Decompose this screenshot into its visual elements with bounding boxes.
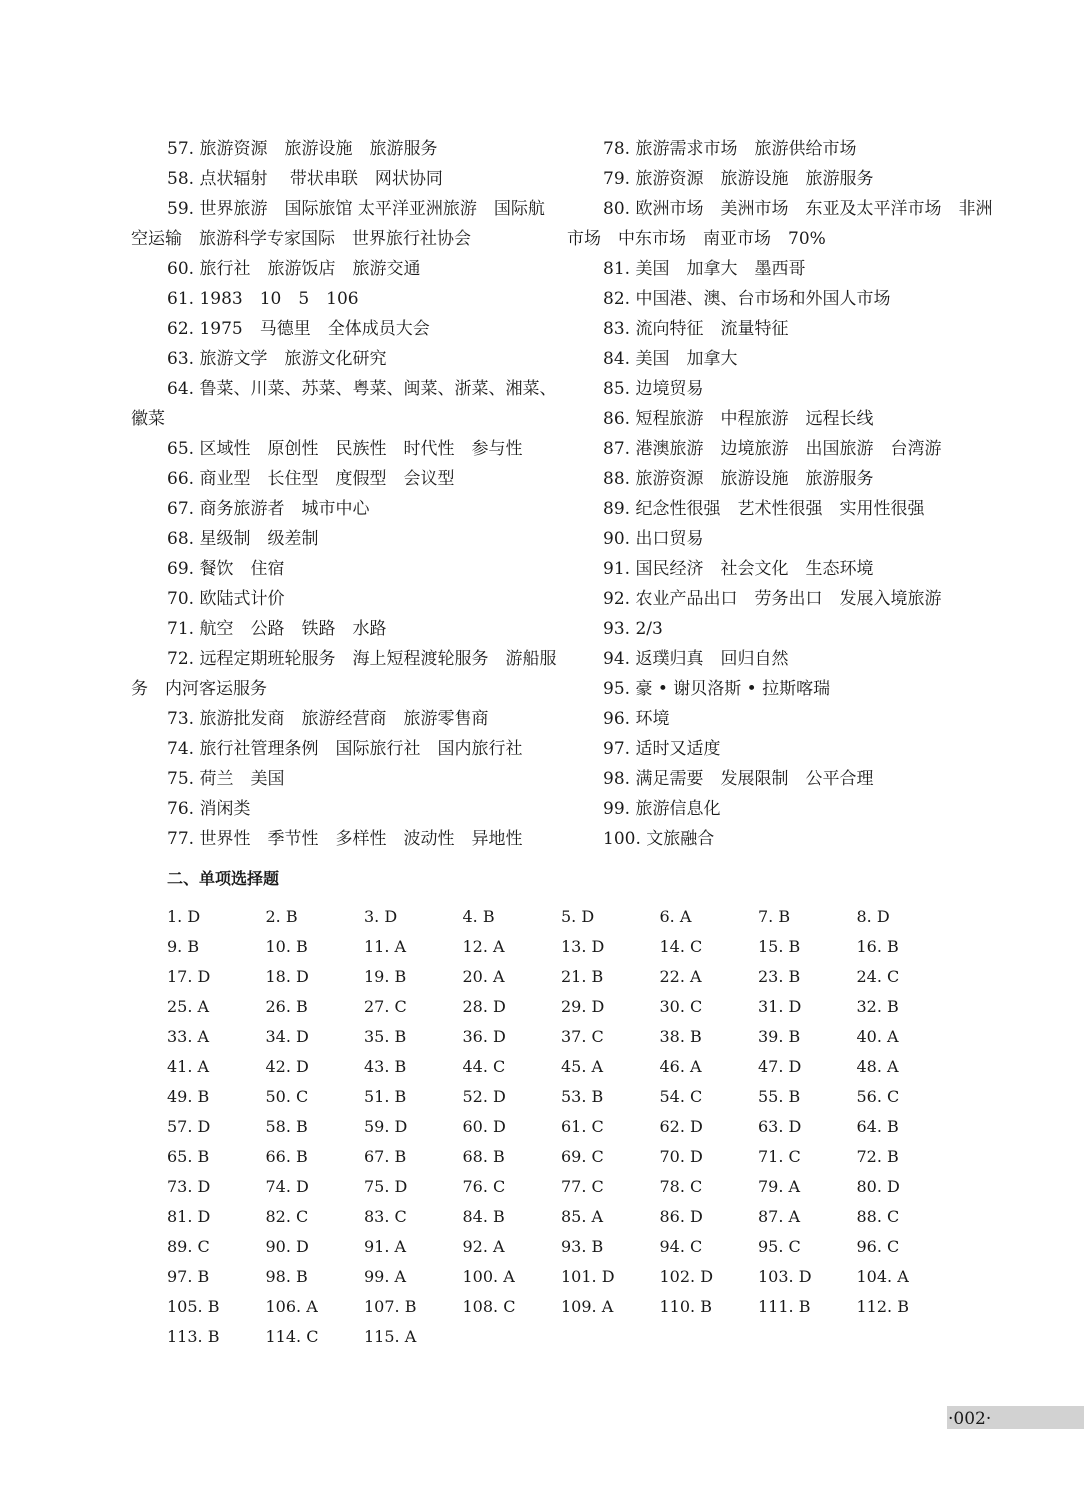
- choice-answer: 2. B: [265, 907, 298, 926]
- choice-answer: 76. C: [462, 1177, 506, 1196]
- choice-answer: 4. B: [462, 907, 495, 926]
- choice-answer: 61. C: [561, 1117, 604, 1136]
- choice-answer: 49. B: [167, 1087, 210, 1106]
- choice-answer: 64. B: [856, 1117, 899, 1136]
- answer-item: 69. 餐饮 住宿: [167, 559, 285, 579]
- answer-item: 86. 短程旅游 中程旅游 远程长线: [603, 409, 874, 429]
- answer-item: 72. 远程定期班轮服务 海上短程渡轮服务 游船服务 内河客运服务: [131, 649, 557, 699]
- answer-item: 98. 满足需要 发展限制 公平合理: [603, 769, 874, 789]
- choice-answer: 108. C: [462, 1297, 516, 1316]
- choice-answer: 38. B: [659, 1027, 702, 1046]
- choice-answer: 106. A: [265, 1297, 318, 1316]
- choice-answer: 57. D: [167, 1117, 211, 1136]
- choice-answer: 40. A: [856, 1027, 899, 1046]
- choice-answer: 15. B: [758, 937, 801, 956]
- choice-answer: 100. A: [462, 1267, 515, 1286]
- choice-answer: 47. D: [758, 1057, 802, 1076]
- choice-answer: 29. D: [561, 997, 605, 1016]
- choice-answer: 12. A: [462, 937, 505, 956]
- section-title: 二、单项选择题: [167, 869, 280, 888]
- choice-answer: 45. A: [561, 1057, 604, 1076]
- choice-answer: 75. D: [364, 1177, 408, 1196]
- answer-item: 96. 环境: [603, 709, 670, 729]
- choice-answer: 23. B: [758, 967, 801, 986]
- answer-item: 82. 中国港、澳、台市场和外国人市场: [603, 289, 891, 309]
- choice-answer: 101. D: [561, 1267, 615, 1286]
- choice-answer: 80. D: [856, 1177, 900, 1196]
- answer-item: 59. 世界旅游 国际旅馆 太平洋亚洲旅游 国际航空运输 旅游科学专家国际 世界旅行社协会: [131, 199, 545, 249]
- choice-answer: 84. B: [462, 1207, 505, 1226]
- choice-answer: 37. C: [561, 1027, 604, 1046]
- choice-answer: 5. D: [561, 907, 595, 926]
- choice-answer: 96. C: [856, 1237, 900, 1256]
- answer-item: 83. 流向特征 流量特征: [603, 319, 789, 339]
- choice-answer: 111. B: [758, 1297, 811, 1316]
- answer-item: 87. 港澳旅游 边境旅游 出国旅游 台湾游: [603, 439, 942, 459]
- choice-answer: 66. B: [265, 1147, 308, 1166]
- choice-answer: 36. D: [462, 1027, 506, 1046]
- answer-item: 94. 返璞归真 回归自然: [603, 649, 789, 669]
- choice-answer: 52. D: [462, 1087, 506, 1106]
- choice-answer: 53. B: [561, 1087, 604, 1106]
- choice-answer: 69. C: [561, 1147, 604, 1166]
- answer-item: 95. 豪 • 谢贝洛斯 • 拉斯喀瑞: [603, 679, 831, 699]
- choice-answer: 71. C: [758, 1147, 801, 1166]
- choice-answer: 17. D: [167, 967, 211, 986]
- choice-answer: 10. B: [265, 937, 308, 956]
- choice-answer: 67. B: [364, 1147, 407, 1166]
- left-answer-column: [131, 134, 561, 854]
- choice-answer: 74. D: [265, 1177, 309, 1196]
- answer-item: 85. 边境贸易: [603, 379, 704, 399]
- choice-answer: 34. D: [265, 1027, 309, 1046]
- choice-answer: 14. C: [659, 937, 703, 956]
- choice-answer: 33. A: [167, 1027, 210, 1046]
- choice-answer: 63. D: [758, 1117, 802, 1136]
- choice-answer: 24. C: [856, 967, 900, 986]
- choice-answer: 44. C: [462, 1057, 506, 1076]
- choice-answer: 94. C: [659, 1237, 703, 1256]
- answer-item: 76. 消闲类: [167, 799, 251, 819]
- choice-answer: 16. B: [856, 937, 899, 956]
- choice-answer: 73. D: [167, 1177, 211, 1196]
- answer-item: 61. 1983 10 5 106: [167, 289, 359, 309]
- choice-answer: 56. C: [856, 1087, 900, 1106]
- answer-item: 93. 2/3: [603, 619, 663, 639]
- answer-item: 60. 旅行社 旅游饭店 旅游交通: [167, 259, 421, 279]
- choice-answer: 90. D: [265, 1237, 309, 1256]
- answer-item: 88. 旅游资源 旅游设施 旅游服务: [603, 469, 874, 489]
- choice-answer: 1. D: [167, 907, 201, 926]
- choice-answer: 31. D: [758, 997, 802, 1016]
- choice-answer: 55. B: [758, 1087, 801, 1106]
- answer-item: 91. 国民经济 社会文化 生态环境: [603, 559, 874, 579]
- choice-answer: 11. A: [364, 937, 407, 956]
- choice-answer: 78. C: [659, 1177, 703, 1196]
- choice-answer: 95. C: [758, 1237, 801, 1256]
- choice-answer: 22. A: [659, 967, 702, 986]
- answer-item: 74. 旅行社管理条例 国际旅行社 国内旅行社: [167, 739, 523, 759]
- choice-answer: 30. C: [659, 997, 703, 1016]
- choice-answer: 102. D: [659, 1267, 714, 1286]
- choice-answer: 35. B: [364, 1027, 407, 1046]
- answer-item: 79. 旅游资源 旅游设施 旅游服务: [603, 169, 874, 189]
- answer-item: 66. 商业型 长住型 度假型 会议型: [167, 469, 455, 489]
- choice-answer: 105. B: [167, 1297, 220, 1316]
- choice-answer: 8. D: [856, 907, 890, 926]
- answer-item: 71. 航空 公路 铁路 水路: [167, 619, 387, 639]
- choice-answer: 112. B: [856, 1297, 909, 1316]
- answer-item: 68. 星级制 级差制: [167, 529, 319, 549]
- choice-answer: 70. D: [659, 1147, 703, 1166]
- choice-answer: 87. A: [758, 1207, 801, 1226]
- choice-answer: 79. A: [758, 1177, 801, 1196]
- choice-answer: 104. A: [856, 1267, 909, 1286]
- choice-answer: 26. B: [265, 997, 308, 1016]
- choice-answer: 43. B: [364, 1057, 407, 1076]
- choice-answer: 72. B: [856, 1147, 899, 1166]
- answer-item: 80. 欧洲市场 美洲市场 东亚及太平洋市场 非洲市场 中东市场 南亚市场 70%: [567, 199, 993, 249]
- choice-answer: 114. C: [265, 1327, 319, 1346]
- answer-item: 97. 适时又适度: [603, 739, 721, 759]
- choice-answer: 28. D: [462, 997, 506, 1016]
- choice-answer: 109. A: [561, 1297, 614, 1316]
- choice-answer: 51. B: [364, 1087, 407, 1106]
- choice-answer: 3. D: [364, 907, 398, 926]
- choice-answer: 107. B: [364, 1297, 417, 1316]
- choice-answer: 89. C: [167, 1237, 210, 1256]
- answer-item: 78. 旅游需求市场 旅游供给市场: [603, 139, 857, 159]
- answer-item: 57. 旅游资源 旅游设施 旅游服务: [167, 139, 438, 159]
- answer-item: 65. 区域性 原创性 民族性 时代性 参与性: [167, 439, 523, 459]
- choice-answer: 42. D: [265, 1057, 309, 1076]
- choice-answer: 97. B: [167, 1267, 210, 1286]
- answer-item: 92. 农业产品出口 劳务出口 发展入境旅游: [603, 589, 942, 609]
- choice-answer: 77. C: [561, 1177, 604, 1196]
- choice-answer: 19. B: [364, 967, 407, 986]
- answer-item: 99. 旅游信息化: [603, 799, 721, 819]
- choice-answer: 110. B: [659, 1297, 712, 1316]
- choice-answer: 13. D: [561, 937, 605, 956]
- choice-answer: 91. A: [364, 1237, 407, 1256]
- answer-item: 70. 欧陆式计价: [167, 589, 285, 609]
- choice-answer: 88. C: [856, 1207, 900, 1226]
- choice-answer: 60. D: [462, 1117, 506, 1136]
- page-number: ·002·: [948, 1409, 992, 1429]
- choice-answer: 115. A: [364, 1327, 417, 1346]
- choice-answer: 20. A: [462, 967, 505, 986]
- choice-answer: 50. C: [265, 1087, 309, 1106]
- answer-item: 75. 荷兰 美国: [167, 769, 285, 789]
- choice-answer: 7. B: [758, 907, 791, 926]
- choice-answer: 93. B: [561, 1237, 604, 1256]
- choice-answer: 18. D: [265, 967, 309, 986]
- answer-item: 81. 美国 加拿大 墨西哥: [603, 259, 806, 279]
- choice-answer: 6. A: [659, 907, 692, 926]
- choice-answer: 46. A: [659, 1057, 702, 1076]
- answer-item: 64. 鲁菜、川菜、苏菜、粤菜、闽菜、浙菜、湘菜、徽菜: [131, 379, 557, 429]
- answer-item: 100. 文旅融合: [603, 829, 715, 849]
- answer-item: 67. 商务旅游者 城市中心: [167, 499, 370, 519]
- answer-item: 90. 出口贸易: [603, 529, 704, 549]
- choice-answer: 9. B: [167, 937, 200, 956]
- answer-item: 62. 1975 马德里 全体成员大会: [167, 319, 430, 339]
- choice-answer: 59. D: [364, 1117, 408, 1136]
- choice-answer: 103. D: [758, 1267, 812, 1286]
- choice-answer: 48. A: [856, 1057, 899, 1076]
- choice-answer: 41. A: [167, 1057, 210, 1076]
- choice-answer: 82. C: [265, 1207, 309, 1226]
- answer-item: 77. 世界性 季节性 多样性 波动性 异地性: [167, 829, 523, 849]
- choice-answer: 81. D: [167, 1207, 211, 1226]
- choice-answer: 68. B: [462, 1147, 505, 1166]
- choice-answer: 92. A: [462, 1237, 505, 1256]
- choice-answer: 54. C: [659, 1087, 703, 1106]
- answer-item: 63. 旅游文学 旅游文化研究: [167, 349, 387, 369]
- choice-answer: 113. B: [167, 1327, 220, 1346]
- choice-answer: 32. B: [856, 997, 899, 1016]
- right-answer-column: [567, 134, 1007, 854]
- choice-answer: 39. B: [758, 1027, 801, 1046]
- answer-item: 89. 纪念性很强 艺术性很强 实用性很强: [603, 499, 925, 519]
- answer-grid: [167, 902, 967, 1352]
- choice-answer: 21. B: [561, 967, 604, 986]
- choice-answer: 25. A: [167, 997, 210, 1016]
- choice-answer: 86. D: [659, 1207, 703, 1226]
- choice-answer: 83. C: [364, 1207, 407, 1226]
- choice-answer: 85. A: [561, 1207, 604, 1226]
- choice-answer: 65. B: [167, 1147, 210, 1166]
- answer-item: 58. 点状辐射 带状串联 网状协同: [167, 169, 443, 189]
- choice-answer: 58. B: [265, 1117, 308, 1136]
- answer-item: 84. 美国 加拿大: [603, 349, 738, 369]
- choice-answer: 62. D: [659, 1117, 703, 1136]
- choice-answer: 99. A: [364, 1267, 407, 1286]
- choice-answer: 27. C: [364, 997, 407, 1016]
- choice-answer: 98. B: [265, 1267, 308, 1286]
- answer-item: 73. 旅游批发商 旅游经营商 旅游零售商: [167, 709, 489, 729]
